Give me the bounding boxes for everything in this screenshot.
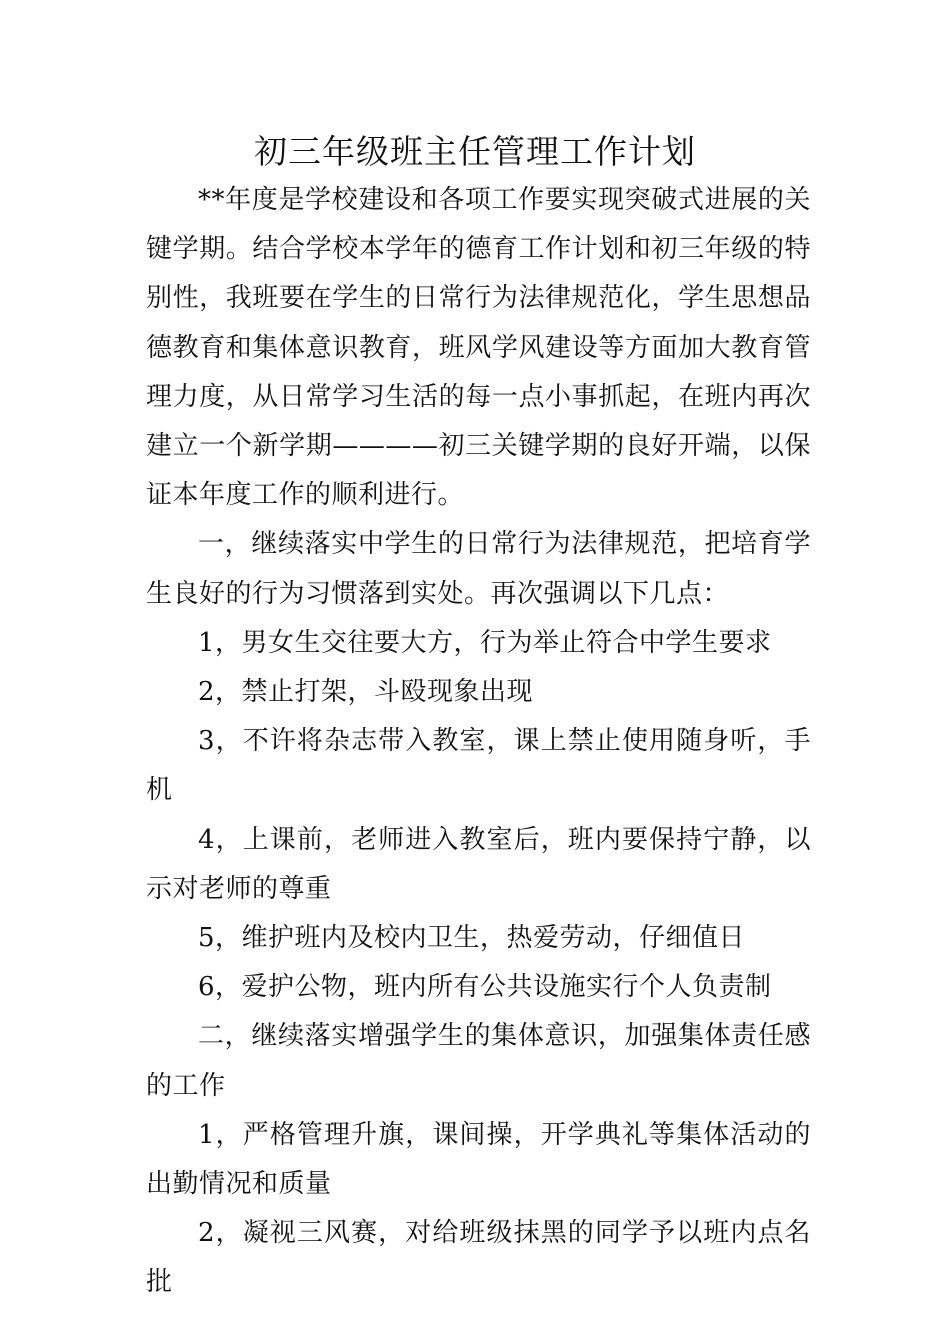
list-item: 3，不许将杂志带入教室，课上禁止使用随身听，手机 xyxy=(146,726,811,806)
intro-paragraph: **年度是学校建设和各项工作要实现突破式进展的关键学期。结合学校本学年的德育工作计划和初三年级的特别性，我班要在学生的日常行为法律规范化，学生思想品德教育和集体意识教育，班风学风建设等方面加大教育管理力度，从日常学习生活的每一点小事抓起，在班内再次建立一个新学期————初三关键学期的良好开端，以保证本年度工作的顺利进行。 xyxy=(146,185,811,511)
list-item: 4，上课前，老师进入教室后，班内要保持宁静，以示对老师的尊重 xyxy=(146,824,811,904)
section-two-heading: 二，继续落实增强学生的集体意识，加强集体责任感的工作 xyxy=(146,1021,811,1101)
document-body xyxy=(146,176,811,1308)
section-one-heading: 一，继续落实中学生的日常行为法律规范，把培育学生良好的行为习惯落到实处。再次强调以下几点： xyxy=(146,529,811,609)
list-item: 2，禁止打架，斗殴现象出现 xyxy=(198,677,534,708)
list-item: 6，爱护公物，班内所有公共设施实行个人负责制 xyxy=(198,972,772,1003)
list-item: 1，男女生交往要大方，行为举止符合中学生要求 xyxy=(198,627,772,658)
document-title: 初三年级班主任管理工作计划 xyxy=(254,132,696,171)
list-item: 1，严格管理升旗，课间操，开学典礼等集体活动的出勤情况和质量 xyxy=(146,1119,811,1200)
list-item: 2，凝视三风赛，对给班级抹黑的同学予以班内点名批 xyxy=(146,1218,811,1298)
list-item: 5，维护班内及校内卫生，热爱劳动，仔细值日 xyxy=(198,923,746,954)
